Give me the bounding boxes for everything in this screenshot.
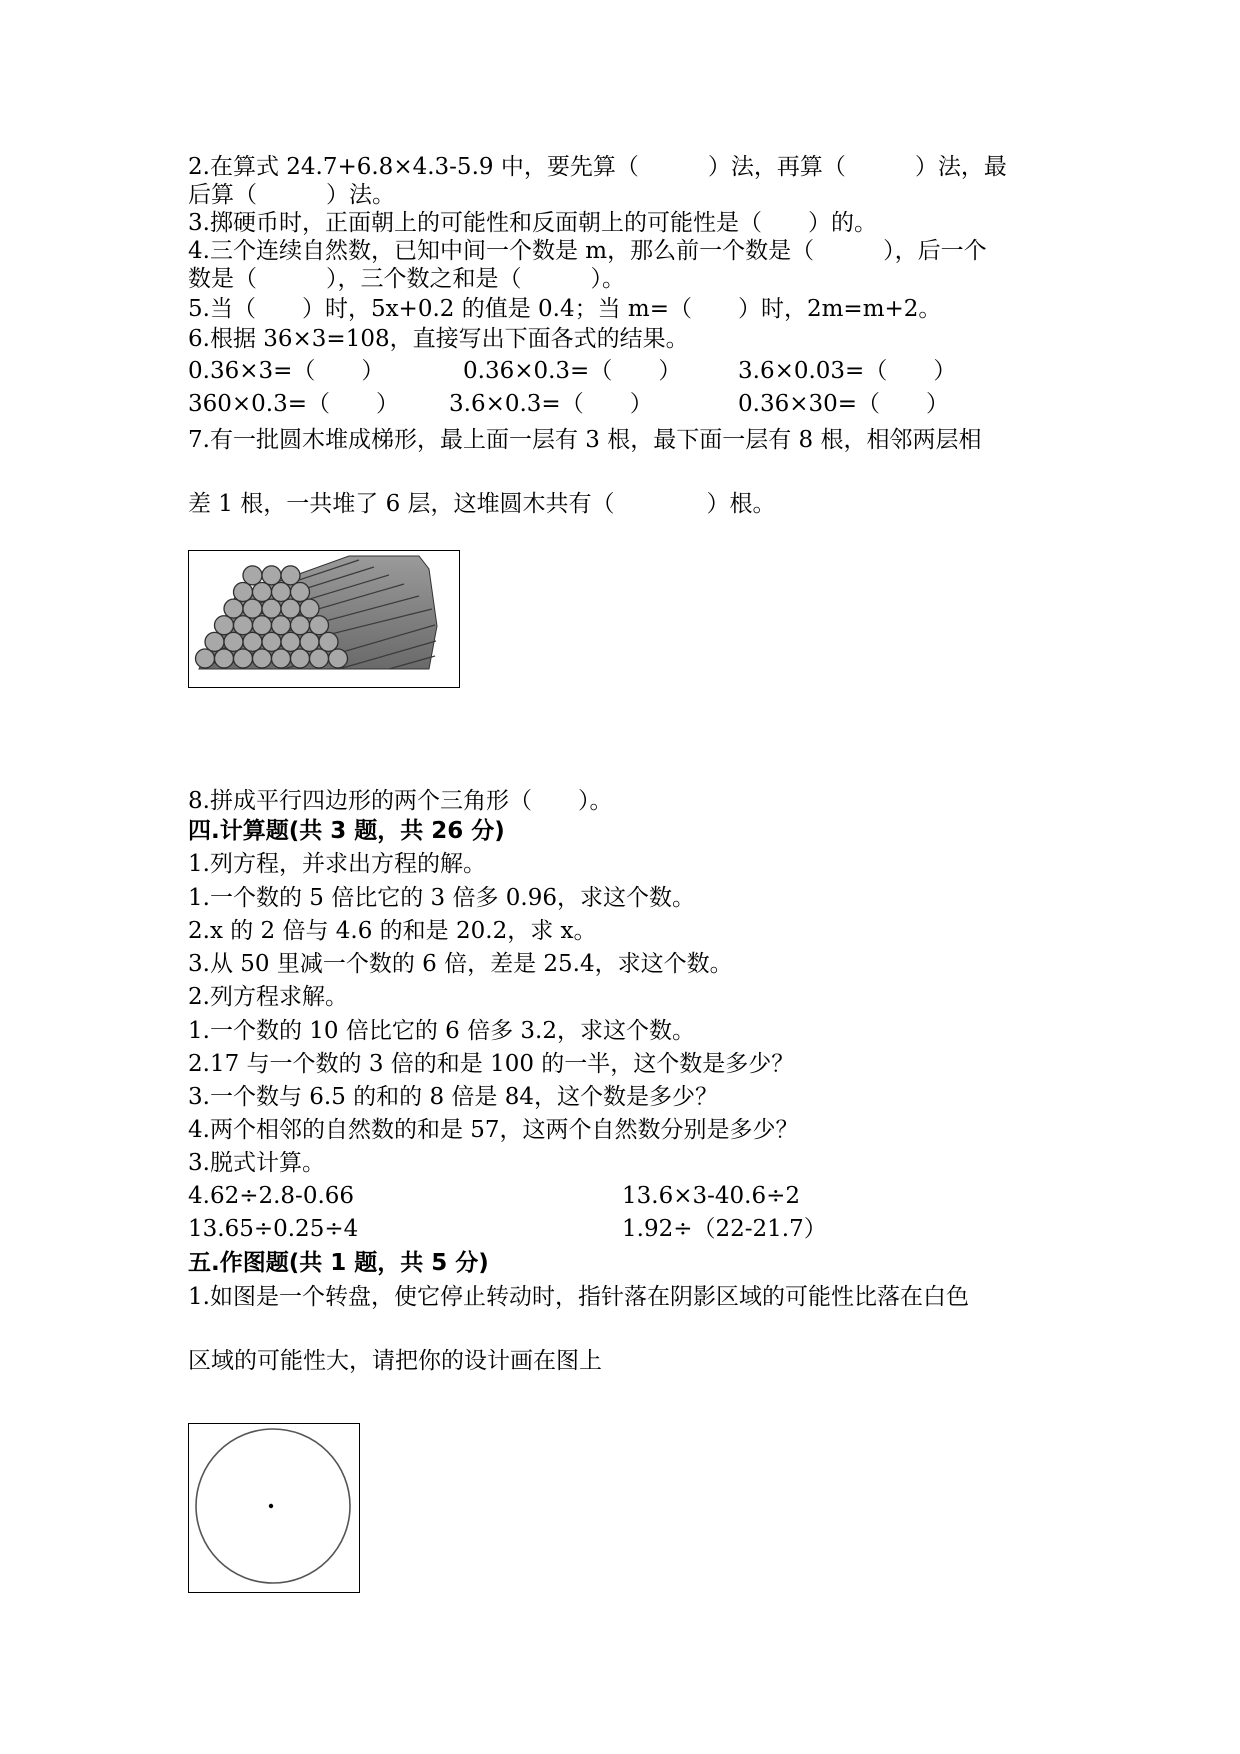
log-end	[300, 632, 319, 651]
log-end	[310, 616, 329, 635]
p3-item-2: 13.6×3-40.6÷2	[622, 1183, 801, 1209]
q2-line2: 后算（ ）法。	[188, 182, 395, 208]
log-end	[272, 649, 291, 668]
log-end	[262, 566, 281, 585]
log-end	[291, 649, 310, 668]
log-end	[205, 632, 224, 651]
q5: 5.当（ ）时，5x+0.2 的值是 0.4；当 m=（ ）时，2m=m+2。	[188, 296, 942, 322]
q6: 6.根据 36×3=108，直接写出下面各式的结果。	[188, 326, 689, 352]
log-end	[253, 583, 272, 602]
p2-title: 2.列方程求解。	[188, 984, 348, 1010]
q6-item-3: 3.6×0.03=（ ）	[738, 358, 957, 384]
log-end	[234, 616, 253, 635]
p3-title: 3.脱式计算。	[188, 1150, 325, 1176]
s5-q1-line1: 1.如图是一个转盘，使它停止转动时，指针落在阴影区域的可能性比落在白色	[188, 1284, 969, 1310]
p1-item-2: 2.x 的 2 倍与 4.6 的和是 20.2，求 x。	[188, 918, 597, 944]
p1-item-1: 1.一个数的 5 倍比它的 3 倍多 0.96，求这个数。	[188, 885, 695, 911]
log-pile-icon	[189, 551, 458, 686]
log-pile-figure	[188, 550, 460, 688]
spinner-circle-icon	[189, 1424, 358, 1591]
log-end	[234, 583, 253, 602]
q6-item-5: 3.6×0.3=（ ）	[449, 391, 653, 417]
log-end	[281, 566, 300, 585]
p2-item-4: 4.两个相邻的自然数的和是 57，这两个自然数分别是多少？	[188, 1117, 799, 1143]
q4-line1: 4.三个连续自然数，已知中间一个数是 m，那么前一个数是（ ），后一个	[188, 238, 987, 264]
q6-item-6: 0.36×30=（ ）	[738, 391, 950, 417]
log-end	[253, 616, 272, 635]
q4-line2: 数是（ ），三个数之和是（ ）。	[188, 266, 625, 292]
log-end	[234, 649, 253, 668]
section5-heading: 五.作图题(共 1 题，共 5 分)	[188, 1250, 489, 1276]
log-end	[272, 616, 291, 635]
q8: 8.拼成平行四边形的两个三角形（ ）。	[188, 788, 613, 814]
s5-q1-line2: 区域的可能性大，请把你的设计画在图上	[188, 1348, 602, 1374]
log-end	[272, 583, 291, 602]
p3-item-4: 1.92÷（22-21.7）	[622, 1216, 827, 1242]
q7-line2: 差 1 根，一共堆了 6 层，这堆圆木共有（ ）根。	[188, 491, 776, 517]
p2-item-3: 3.一个数与 6.5 的和的 8 倍是 84，这个数是多少？	[188, 1084, 718, 1110]
q2-line1: 2.在算式 24.7+6.8×4.3-5.9 中，要先算（ ）法，再算（ ）法，最	[188, 154, 1007, 180]
log-end	[310, 649, 329, 668]
log-end	[291, 616, 310, 635]
p3-item-3: 13.65÷0.25÷4	[188, 1216, 359, 1242]
log-end	[291, 583, 310, 602]
section4-heading: 四.计算题(共 3 题，共 26 分)	[188, 818, 505, 844]
q7-line1: 7.有一批圆木堆成梯形，最上面一层有 3 根，最下面一层有 8 根，相邻两层相	[188, 427, 982, 453]
log-end	[224, 599, 243, 618]
q3: 3.掷硬币时，正面朝上的可能性和反面朝上的可能性是（ ）的。	[188, 210, 877, 236]
log-end	[262, 632, 281, 651]
q6-item-1: 0.36×3=（ ）	[188, 358, 385, 384]
log-end	[300, 599, 319, 618]
p3-item-1: 4.62÷2.8-0.66	[188, 1183, 355, 1209]
log-end	[329, 649, 348, 668]
log-end	[215, 616, 234, 635]
p2-item-1: 1.一个数的 10 倍比它的 6 倍多 3.2，求这个数。	[188, 1018, 695, 1044]
log-end	[253, 649, 272, 668]
log-end	[243, 632, 262, 651]
q6-item-4: 360×0.3=（ ）	[188, 391, 400, 417]
log-end	[281, 599, 300, 618]
log-end	[215, 649, 234, 668]
p1-item-3: 3.从 50 里减一个数的 6 倍，差是 25.4，求这个数。	[188, 951, 733, 977]
log-end	[281, 632, 300, 651]
spinner-figure	[188, 1423, 360, 1593]
p1-title: 1.列方程，并求出方程的解。	[188, 851, 486, 877]
log-end	[243, 566, 262, 585]
log-end	[224, 632, 243, 651]
log-end	[243, 599, 262, 618]
p2-item-2: 2.17 与一个数的 3 倍的和是 100 的一半，这个数是多少？	[188, 1051, 795, 1077]
q6-item-2: 0.36×0.3=（ ）	[463, 358, 682, 384]
log-end	[319, 632, 338, 651]
log-end	[262, 599, 281, 618]
log-end	[196, 649, 215, 668]
